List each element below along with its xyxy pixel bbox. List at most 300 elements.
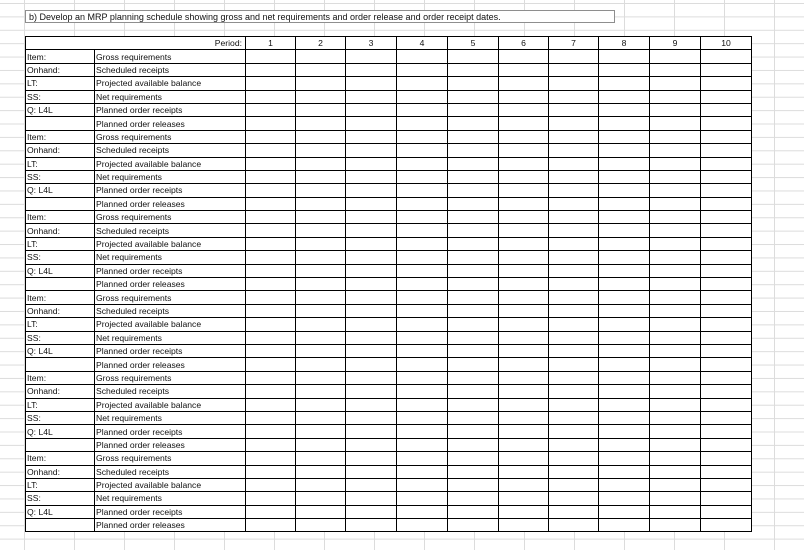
schedule-cell[interactable] — [346, 50, 397, 63]
schedule-cell[interactable] — [296, 224, 346, 237]
item-info-cell[interactable] — [26, 438, 95, 451]
schedule-cell[interactable] — [296, 157, 346, 170]
schedule-cell[interactable] — [346, 331, 397, 344]
schedule-cell[interactable] — [599, 505, 650, 518]
schedule-cell[interactable] — [549, 291, 599, 304]
schedule-cell[interactable] — [549, 304, 599, 317]
schedule-cell[interactable] — [296, 184, 346, 197]
schedule-cell[interactable] — [650, 398, 701, 411]
schedule-cell[interactable] — [650, 251, 701, 264]
schedule-cell[interactable] — [346, 103, 397, 116]
schedule-cell[interactable] — [549, 425, 599, 438]
schedule-cell[interactable] — [549, 224, 599, 237]
period-9-header[interactable]: 9 — [650, 37, 701, 50]
schedule-cell[interactable] — [549, 117, 599, 130]
row-label-cell[interactable]: Net requirements — [95, 90, 246, 103]
schedule-cell[interactable] — [246, 184, 296, 197]
schedule-cell[interactable] — [499, 344, 549, 357]
schedule-cell[interactable] — [346, 358, 397, 371]
schedule-cell[interactable] — [448, 452, 499, 465]
schedule-cell[interactable] — [701, 90, 752, 103]
schedule-cell[interactable] — [346, 505, 397, 518]
schedule-cell[interactable] — [296, 264, 346, 277]
item-info-cell[interactable]: Item: — [26, 50, 95, 63]
row-label-cell[interactable]: Projected available balance — [95, 398, 246, 411]
schedule-cell[interactable] — [397, 103, 448, 116]
schedule-cell[interactable] — [549, 157, 599, 170]
schedule-cell[interactable] — [650, 117, 701, 130]
row-label-cell[interactable]: Gross requirements — [95, 130, 246, 143]
schedule-cell[interactable] — [499, 197, 549, 210]
schedule-cell[interactable] — [549, 77, 599, 90]
schedule-cell[interactable] — [246, 371, 296, 384]
schedule-cell[interactable] — [296, 63, 346, 76]
schedule-cell[interactable] — [246, 304, 296, 317]
item-info-cell[interactable]: SS: — [26, 170, 95, 183]
period-6-header[interactable]: 6 — [499, 37, 549, 50]
schedule-cell[interactable] — [296, 331, 346, 344]
period-7-header[interactable]: 7 — [549, 37, 599, 50]
schedule-cell[interactable] — [397, 170, 448, 183]
schedule-cell[interactable] — [296, 371, 346, 384]
schedule-cell[interactable] — [397, 411, 448, 424]
schedule-cell[interactable] — [397, 519, 448, 532]
schedule-cell[interactable] — [397, 425, 448, 438]
schedule-cell[interactable] — [246, 144, 296, 157]
schedule-cell[interactable] — [296, 90, 346, 103]
schedule-cell[interactable] — [397, 478, 448, 491]
schedule-cell[interactable] — [346, 465, 397, 478]
schedule-cell[interactable] — [599, 224, 650, 237]
schedule-cell[interactable] — [499, 318, 549, 331]
schedule-cell[interactable] — [599, 385, 650, 398]
schedule-cell[interactable] — [701, 385, 752, 398]
schedule-cell[interactable] — [701, 251, 752, 264]
row-label-cell[interactable]: Gross requirements — [95, 291, 246, 304]
schedule-cell[interactable] — [701, 63, 752, 76]
schedule-cell[interactable] — [346, 251, 397, 264]
item-info-cell[interactable] — [26, 117, 95, 130]
schedule-cell[interactable] — [701, 130, 752, 143]
schedule-cell[interactable] — [397, 465, 448, 478]
schedule-cell[interactable] — [599, 63, 650, 76]
schedule-cell[interactable] — [397, 130, 448, 143]
schedule-cell[interactable] — [650, 505, 701, 518]
schedule-cell[interactable] — [650, 144, 701, 157]
row-label-cell[interactable]: Gross requirements — [95, 452, 246, 465]
schedule-cell[interactable] — [499, 251, 549, 264]
row-label-cell[interactable]: Net requirements — [95, 331, 246, 344]
schedule-cell[interactable] — [650, 90, 701, 103]
schedule-cell[interactable] — [296, 344, 346, 357]
schedule-cell[interactable] — [650, 278, 701, 291]
schedule-cell[interactable] — [701, 103, 752, 116]
row-label-cell[interactable]: Planned order receipts — [95, 103, 246, 116]
schedule-cell[interactable] — [448, 278, 499, 291]
schedule-cell[interactable] — [346, 197, 397, 210]
schedule-cell[interactable] — [599, 304, 650, 317]
schedule-cell[interactable] — [296, 398, 346, 411]
item-info-cell[interactable]: SS: — [26, 251, 95, 264]
schedule-cell[interactable] — [448, 157, 499, 170]
schedule-cell[interactable] — [448, 398, 499, 411]
row-label-cell[interactable]: Net requirements — [95, 251, 246, 264]
schedule-cell[interactable] — [246, 77, 296, 90]
row-label-cell[interactable]: Gross requirements — [95, 211, 246, 224]
schedule-cell[interactable] — [296, 103, 346, 116]
item-info-cell[interactable] — [26, 519, 95, 532]
question-title[interactable]: b) Develop an MRP planning schedule showing gross and net requirements and order release and order receipt dates. — [25, 10, 615, 23]
schedule-cell[interactable] — [448, 344, 499, 357]
schedule-cell[interactable] — [346, 318, 397, 331]
schedule-cell[interactable] — [549, 184, 599, 197]
schedule-cell[interactable] — [448, 103, 499, 116]
header-blank-cell[interactable] — [26, 37, 95, 50]
schedule-cell[interactable] — [549, 438, 599, 451]
schedule-cell[interactable] — [296, 304, 346, 317]
item-info-cell[interactable]: SS: — [26, 411, 95, 424]
item-info-cell[interactable]: Q: L4L — [26, 505, 95, 518]
schedule-cell[interactable] — [650, 77, 701, 90]
schedule-cell[interactable] — [599, 251, 650, 264]
schedule-cell[interactable] — [701, 304, 752, 317]
item-info-cell[interactable]: Onhand: — [26, 304, 95, 317]
row-label-cell[interactable]: Planned order receipts — [95, 425, 246, 438]
schedule-cell[interactable] — [499, 519, 549, 532]
schedule-cell[interactable] — [346, 478, 397, 491]
schedule-cell[interactable] — [246, 318, 296, 331]
schedule-cell[interactable] — [448, 304, 499, 317]
item-info-cell[interactable]: LT: — [26, 398, 95, 411]
schedule-cell[interactable] — [448, 318, 499, 331]
schedule-cell[interactable] — [599, 465, 650, 478]
schedule-cell[interactable] — [346, 117, 397, 130]
schedule-cell[interactable] — [397, 197, 448, 210]
schedule-cell[interactable] — [397, 90, 448, 103]
schedule-cell[interactable] — [599, 237, 650, 250]
schedule-cell[interactable] — [397, 304, 448, 317]
period-2-header[interactable]: 2 — [296, 37, 346, 50]
period-label[interactable]: Period: — [95, 37, 246, 50]
row-label-cell[interactable]: Planned order receipts — [95, 344, 246, 357]
schedule-cell[interactable] — [499, 130, 549, 143]
schedule-cell[interactable] — [397, 224, 448, 237]
schedule-cell[interactable] — [650, 318, 701, 331]
schedule-cell[interactable] — [701, 425, 752, 438]
schedule-cell[interactable] — [701, 224, 752, 237]
schedule-cell[interactable] — [499, 224, 549, 237]
schedule-cell[interactable] — [549, 130, 599, 143]
schedule-cell[interactable] — [296, 465, 346, 478]
row-label-cell[interactable]: Scheduled receipts — [95, 385, 246, 398]
item-info-cell[interactable]: SS: — [26, 492, 95, 505]
schedule-cell[interactable] — [346, 492, 397, 505]
item-info-cell[interactable]: Item: — [26, 452, 95, 465]
period-1-header[interactable]: 1 — [246, 37, 296, 50]
schedule-cell[interactable] — [499, 331, 549, 344]
schedule-cell[interactable] — [296, 144, 346, 157]
schedule-cell[interactable] — [246, 478, 296, 491]
schedule-cell[interactable] — [499, 211, 549, 224]
schedule-cell[interactable] — [346, 344, 397, 357]
schedule-cell[interactable] — [549, 251, 599, 264]
schedule-cell[interactable] — [650, 519, 701, 532]
schedule-cell[interactable] — [346, 237, 397, 250]
schedule-cell[interactable] — [296, 170, 346, 183]
item-info-cell[interactable]: Item: — [26, 371, 95, 384]
schedule-cell[interactable] — [346, 77, 397, 90]
schedule-cell[interactable] — [246, 505, 296, 518]
schedule-cell[interactable] — [499, 50, 549, 63]
schedule-cell[interactable] — [650, 371, 701, 384]
row-label-cell[interactable]: Projected available balance — [95, 237, 246, 250]
schedule-cell[interactable] — [499, 398, 549, 411]
schedule-cell[interactable] — [448, 63, 499, 76]
schedule-cell[interactable] — [397, 318, 448, 331]
schedule-cell[interactable] — [599, 264, 650, 277]
schedule-cell[interactable] — [549, 385, 599, 398]
schedule-cell[interactable] — [448, 438, 499, 451]
schedule-cell[interactable] — [650, 304, 701, 317]
schedule-cell[interactable] — [346, 170, 397, 183]
schedule-cell[interactable] — [296, 237, 346, 250]
schedule-cell[interactable] — [549, 103, 599, 116]
schedule-cell[interactable] — [397, 344, 448, 357]
schedule-cell[interactable] — [346, 90, 397, 103]
schedule-cell[interactable] — [599, 358, 650, 371]
row-label-cell[interactable]: Gross requirements — [95, 50, 246, 63]
schedule-cell[interactable] — [246, 438, 296, 451]
schedule-cell[interactable] — [246, 170, 296, 183]
schedule-cell[interactable] — [346, 452, 397, 465]
schedule-cell[interactable] — [246, 157, 296, 170]
item-info-cell[interactable]: Onhand: — [26, 224, 95, 237]
schedule-cell[interactable] — [448, 331, 499, 344]
schedule-cell[interactable] — [246, 291, 296, 304]
schedule-cell[interactable] — [549, 452, 599, 465]
schedule-cell[interactable] — [599, 157, 650, 170]
schedule-cell[interactable] — [701, 157, 752, 170]
row-label-cell[interactable]: Planned order releases — [95, 278, 246, 291]
schedule-cell[interactable] — [549, 398, 599, 411]
schedule-cell[interactable] — [650, 291, 701, 304]
schedule-cell[interactable] — [701, 318, 752, 331]
schedule-cell[interactable] — [246, 197, 296, 210]
item-info-cell[interactable]: Q: L4L — [26, 103, 95, 116]
schedule-cell[interactable] — [397, 398, 448, 411]
schedule-cell[interactable] — [397, 278, 448, 291]
schedule-cell[interactable] — [650, 344, 701, 357]
schedule-cell[interactable] — [346, 278, 397, 291]
schedule-cell[interactable] — [397, 331, 448, 344]
schedule-cell[interactable] — [246, 492, 296, 505]
schedule-cell[interactable] — [448, 237, 499, 250]
schedule-cell[interactable] — [549, 278, 599, 291]
schedule-cell[interactable] — [397, 291, 448, 304]
schedule-cell[interactable] — [599, 425, 650, 438]
schedule-cell[interactable] — [650, 50, 701, 63]
schedule-cell[interactable] — [650, 452, 701, 465]
schedule-cell[interactable] — [246, 251, 296, 264]
schedule-cell[interactable] — [448, 170, 499, 183]
schedule-cell[interactable] — [499, 264, 549, 277]
item-info-cell[interactable] — [26, 278, 95, 291]
item-info-cell[interactable]: Onhand: — [26, 385, 95, 398]
schedule-cell[interactable] — [599, 90, 650, 103]
schedule-cell[interactable] — [246, 50, 296, 63]
schedule-cell[interactable] — [499, 291, 549, 304]
schedule-cell[interactable] — [650, 63, 701, 76]
schedule-cell[interactable] — [650, 331, 701, 344]
schedule-cell[interactable] — [549, 478, 599, 491]
schedule-cell[interactable] — [296, 358, 346, 371]
schedule-cell[interactable] — [246, 411, 296, 424]
row-label-cell[interactable]: Planned order releases — [95, 117, 246, 130]
item-info-cell[interactable]: Onhand: — [26, 465, 95, 478]
schedule-cell[interactable] — [246, 117, 296, 130]
schedule-cell[interactable] — [296, 385, 346, 398]
period-10-header[interactable]: 10 — [701, 37, 752, 50]
schedule-cell[interactable] — [499, 103, 549, 116]
schedule-cell[interactable] — [599, 197, 650, 210]
schedule-cell[interactable] — [650, 264, 701, 277]
schedule-cell[interactable] — [296, 117, 346, 130]
schedule-cell[interactable] — [599, 344, 650, 357]
schedule-cell[interactable] — [549, 63, 599, 76]
item-info-cell[interactable]: Q: L4L — [26, 344, 95, 357]
schedule-cell[interactable] — [397, 251, 448, 264]
schedule-cell[interactable] — [650, 358, 701, 371]
schedule-cell[interactable] — [599, 331, 650, 344]
schedule-cell[interactable] — [448, 505, 499, 518]
schedule-cell[interactable] — [549, 505, 599, 518]
schedule-cell[interactable] — [650, 478, 701, 491]
schedule-cell[interactable] — [599, 371, 650, 384]
schedule-cell[interactable] — [599, 278, 650, 291]
schedule-cell[interactable] — [448, 519, 499, 532]
schedule-cell[interactable] — [701, 438, 752, 451]
schedule-cell[interactable] — [448, 197, 499, 210]
schedule-cell[interactable] — [650, 211, 701, 224]
item-info-cell[interactable]: LT: — [26, 318, 95, 331]
row-label-cell[interactable]: Scheduled receipts — [95, 224, 246, 237]
schedule-cell[interactable] — [448, 224, 499, 237]
schedule-cell[interactable] — [549, 211, 599, 224]
schedule-cell[interactable] — [499, 411, 549, 424]
schedule-cell[interactable] — [346, 385, 397, 398]
schedule-cell[interactable] — [701, 77, 752, 90]
schedule-cell[interactable] — [599, 144, 650, 157]
schedule-cell[interactable] — [346, 157, 397, 170]
schedule-cell[interactable] — [701, 291, 752, 304]
item-info-cell[interactable]: LT: — [26, 77, 95, 90]
schedule-cell[interactable] — [448, 465, 499, 478]
schedule-cell[interactable] — [448, 144, 499, 157]
schedule-cell[interactable] — [499, 117, 549, 130]
schedule-cell[interactable] — [246, 385, 296, 398]
schedule-cell[interactable] — [448, 371, 499, 384]
schedule-cell[interactable] — [397, 63, 448, 76]
schedule-cell[interactable] — [448, 117, 499, 130]
schedule-cell[interactable] — [650, 492, 701, 505]
schedule-cell[interactable] — [701, 344, 752, 357]
schedule-cell[interactable] — [701, 211, 752, 224]
schedule-cell[interactable] — [599, 50, 650, 63]
schedule-cell[interactable] — [346, 184, 397, 197]
item-info-cell[interactable]: SS: — [26, 90, 95, 103]
schedule-cell[interactable] — [599, 452, 650, 465]
row-label-cell[interactable]: Planned order receipts — [95, 184, 246, 197]
schedule-cell[interactable] — [499, 304, 549, 317]
row-label-cell[interactable]: Projected available balance — [95, 478, 246, 491]
schedule-cell[interactable] — [499, 144, 549, 157]
period-3-header[interactable]: 3 — [346, 37, 397, 50]
schedule-cell[interactable] — [448, 478, 499, 491]
schedule-cell[interactable] — [296, 492, 346, 505]
schedule-cell[interactable] — [397, 505, 448, 518]
schedule-cell[interactable] — [246, 331, 296, 344]
schedule-cell[interactable] — [346, 63, 397, 76]
schedule-cell[interactable] — [448, 492, 499, 505]
schedule-cell[interactable] — [701, 184, 752, 197]
schedule-cell[interactable] — [499, 237, 549, 250]
row-label-cell[interactable]: Projected available balance — [95, 157, 246, 170]
schedule-cell[interactable] — [397, 492, 448, 505]
schedule-cell[interactable] — [549, 465, 599, 478]
row-label-cell[interactable]: Scheduled receipts — [95, 465, 246, 478]
schedule-cell[interactable] — [296, 278, 346, 291]
schedule-cell[interactable] — [549, 90, 599, 103]
period-5-header[interactable]: 5 — [448, 37, 499, 50]
schedule-cell[interactable] — [296, 197, 346, 210]
schedule-cell[interactable] — [246, 425, 296, 438]
schedule-cell[interactable] — [499, 90, 549, 103]
schedule-cell[interactable] — [701, 50, 752, 63]
schedule-cell[interactable] — [499, 184, 549, 197]
schedule-cell[interactable] — [499, 385, 549, 398]
schedule-cell[interactable] — [397, 50, 448, 63]
schedule-cell[interactable] — [397, 385, 448, 398]
schedule-cell[interactable] — [549, 197, 599, 210]
schedule-cell[interactable] — [448, 50, 499, 63]
item-info-cell[interactable]: Q: L4L — [26, 184, 95, 197]
schedule-cell[interactable] — [296, 251, 346, 264]
schedule-cell[interactable] — [296, 505, 346, 518]
schedule-cell[interactable] — [549, 144, 599, 157]
schedule-cell[interactable] — [246, 452, 296, 465]
item-info-cell[interactable] — [26, 358, 95, 371]
schedule-cell[interactable] — [448, 385, 499, 398]
schedule-cell[interactable] — [448, 211, 499, 224]
schedule-cell[interactable] — [296, 478, 346, 491]
row-label-cell[interactable]: Gross requirements — [95, 371, 246, 384]
schedule-cell[interactable] — [549, 492, 599, 505]
row-label-cell[interactable]: Projected available balance — [95, 77, 246, 90]
schedule-cell[interactable] — [650, 157, 701, 170]
schedule-cell[interactable] — [397, 371, 448, 384]
schedule-cell[interactable] — [549, 411, 599, 424]
schedule-cell[interactable] — [448, 184, 499, 197]
row-label-cell[interactable]: Planned order releases — [95, 197, 246, 210]
schedule-cell[interactable] — [246, 264, 296, 277]
schedule-cell[interactable] — [448, 251, 499, 264]
schedule-cell[interactable] — [246, 130, 296, 143]
schedule-cell[interactable] — [499, 505, 549, 518]
item-info-cell[interactable]: LT: — [26, 478, 95, 491]
schedule-cell[interactable] — [499, 278, 549, 291]
schedule-cell[interactable] — [499, 478, 549, 491]
schedule-cell[interactable] — [397, 77, 448, 90]
